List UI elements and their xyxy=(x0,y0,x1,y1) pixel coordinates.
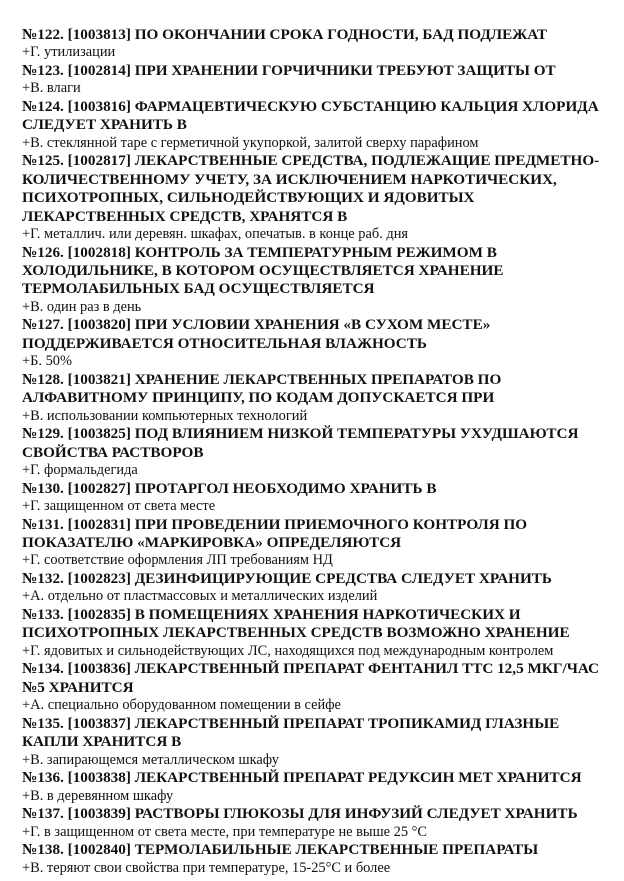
answer-text: +В. один раз в день xyxy=(22,298,142,315)
answer-text: +В. влаги xyxy=(22,80,81,97)
question-item-130 xyxy=(22,480,602,516)
answer-text: +Г. в защищенном от света месте, при температуре не выше 25 °С xyxy=(22,823,427,840)
question-text: №125. [1002817] ЛЕКАРСТВЕННЫЕ СРЕДСТВА, ПОДЛЕЖАЩИЕ ПРЕДМЕТНО- КОЛИЧЕСТВЕННОМУ УЧЕТУ, ЗА ИСКЛЮЧЕНИЕМ НАРКОТИЧЕСКИХ, ПСИХОТРОПНЫХ, СИЛЬНОДЕЙСТВУЮЩИХ И ЯДОВИТЫХ ЛЕКАРСТВЕННЫХ СРЕДСТВ, ХРАНЯТСЯ В xyxy=(22,152,600,225)
question-item-129 xyxy=(22,425,602,479)
question-item-127 xyxy=(22,316,602,370)
question-item-136 xyxy=(22,769,602,805)
answer-text: +В. запирающемся металлическом шкафу xyxy=(22,751,279,768)
question-item-132 xyxy=(22,570,602,606)
question-text: №128. [1003821] ХРАНЕНИЕ ЛЕКАРСТВЕННЫХ ПРЕПАРАТОВ ПО АЛФАВИТНОМУ ПРИНЦИПУ, ПО КОДАМ ДОПУСКАЕТСЯ ПРИ xyxy=(22,370,502,407)
question-text: №132. [1002823] ДЕЗИНФИЦИРУЮЩИЕ СРЕДСТВА СЛЕДУЕТ ХРАНИТЬ xyxy=(22,570,552,588)
question-item-131 xyxy=(22,516,602,570)
answer-text: +В. в деревянном шкафу xyxy=(22,787,174,804)
answer-text: +А. специально оборудованном помещении в сейфе xyxy=(22,697,341,714)
question-text: №137. [1003839] РАСТВОРЫ ГЛЮКОЗЫ ДЛЯ ИНФУЗИЙ СЛЕДУЕТ ХРАНИТЬ xyxy=(22,805,578,823)
question-item-123 xyxy=(22,62,602,98)
answer-text: +Г. металлич. или деревян. шкафах, опечатыв. в конце раб. дня xyxy=(22,226,409,243)
answer-text: +В. стеклянной таре с герметичной укупоркой, залитой сверху парафином xyxy=(22,134,479,151)
question-item-128 xyxy=(22,371,602,425)
question-text: №134. [1003836] ЛЕКАРСТВЕННЫЙ ПРЕПАРАТ ФЕНТАНИЛ ТТС 12,5 МКГ/ЧАС №5 ХРАНИТСЯ xyxy=(22,660,600,696)
question-text: №133. [1002835] В ПОМЕЩЕНИЯХ ХРАНЕНИЯ НАРКОТИЧЕСКИХ И ПСИХОТРОПНЫХ ЛЕКАРСТВЕННЫХ СРЕДСТВ ВОЗМОЖНО ХРАНЕНИЕ xyxy=(22,606,570,642)
question-text: №124. [1003816] ФАРМАЦЕВТИЧЕСКУЮ СУБСТАНЦИЮ КАЛЬЦИЯ ХЛОРИДА СЛЕДУЕТ ХРАНИТЬ В xyxy=(22,98,599,134)
question-text: №135. [1003837] ЛЕКАРСТВЕННЫЙ ПРЕПАРАТ ТРОПИКАМИД ГЛАЗНЫЕ КАПЛИ ХРАНИТСЯ В xyxy=(22,714,560,751)
question-text: №126. [1002818] КОНТРОЛЬ ЗА ТЕМПЕРАТУРНЫМ РЕЖИМОМ В ХОЛОДИЛЬНИКЕ, В КОТОРОМ ОСУЩЕСТВЛЯЕТСЯ ХРАНЕНИЕ ТЕРМОЛАБИЛЬНЫХ БАД ОСУЩЕСТВЛЯЕТСЯ xyxy=(22,243,504,298)
question-text: №130. [1002827] ПРОТАРГОЛ НЕОБХОДИМО ХРАНИТЬ В xyxy=(22,479,437,497)
question-text: №122. [1003813] ПО ОКОНЧАНИИ СРОКА ГОДНОСТИ, БАД ПОДЛЕЖАТ xyxy=(22,26,548,43)
answer-text: +В. теряют свои свойства при температуре, 15-25°С и более xyxy=(22,859,391,876)
question-item-138 xyxy=(22,841,602,877)
question-item-135 xyxy=(22,715,602,769)
question-text: №129. [1003825] ПОД ВЛИЯНИЕМ НИЗКОЙ ТЕМПЕРАТУРЫ УХУДШАЮТСЯ СВОЙСТВА РАСТВОРОВ xyxy=(22,425,579,461)
answer-text: +Б. 50% xyxy=(22,353,72,370)
question-text: №131. [1002831] ПРИ ПРОВЕДЕНИИ ПРИЕМОЧНОГО КОНТРОЛЯ ПО ПОКАЗАТЕЛЮ «МАРКИРОВКА» ОПРЕДЕЛЯЮТСЯ xyxy=(22,515,528,552)
question-text: №127. [1003820] ПРИ УСЛОВИИ ХРАНЕНИЯ «В СУХОМ МЕСТЕ» ПОДДЕРЖИВАЕТСЯ ОТНОСИТЕЛЬНАЯ ВЛАЖНОСТЬ xyxy=(22,316,491,352)
question-item-122 xyxy=(22,26,602,62)
question-item-134 xyxy=(22,660,602,714)
answer-text: +Г. формальдегида xyxy=(22,462,138,479)
answer-text: +Г. соответствие оформления ЛП требованиям НД xyxy=(22,552,333,569)
question-item-137 xyxy=(22,805,602,841)
question-text: №136. [1003838] ЛЕКАРСТВЕННЫЙ ПРЕПАРАТ РЕДУКСИН МЕТ ХРАНИТСЯ xyxy=(22,769,582,787)
question-item-126 xyxy=(22,244,602,317)
answer-text: +В. использовании компьютерных технологий xyxy=(22,407,308,424)
question-text: №123. [1002814] ПРИ ХРАНЕНИИ ГОРЧИЧНИКИ ТРЕБУЮТ ЗАЩИТЫ ОТ xyxy=(22,62,556,79)
question-item-125 xyxy=(22,152,602,243)
question-item-133 xyxy=(22,606,602,660)
answer-text: +Г. утилизации xyxy=(22,44,116,61)
answer-text: +А. отдельно от пластмассовых и металлических изделий xyxy=(22,588,378,605)
question-text: №138. [1002840] ТЕРМОЛАБИЛЬНЫЕ ЛЕКАРСТВЕННЫЕ ПРЕПАРАТЫ xyxy=(22,841,539,859)
question-item-124 xyxy=(22,98,602,152)
answer-text: +Г. ядовитых и сильнодействующих ЛС, находящихся под международным контролем xyxy=(22,642,554,659)
answer-text: +Г. защищенном от света месте xyxy=(22,498,216,515)
